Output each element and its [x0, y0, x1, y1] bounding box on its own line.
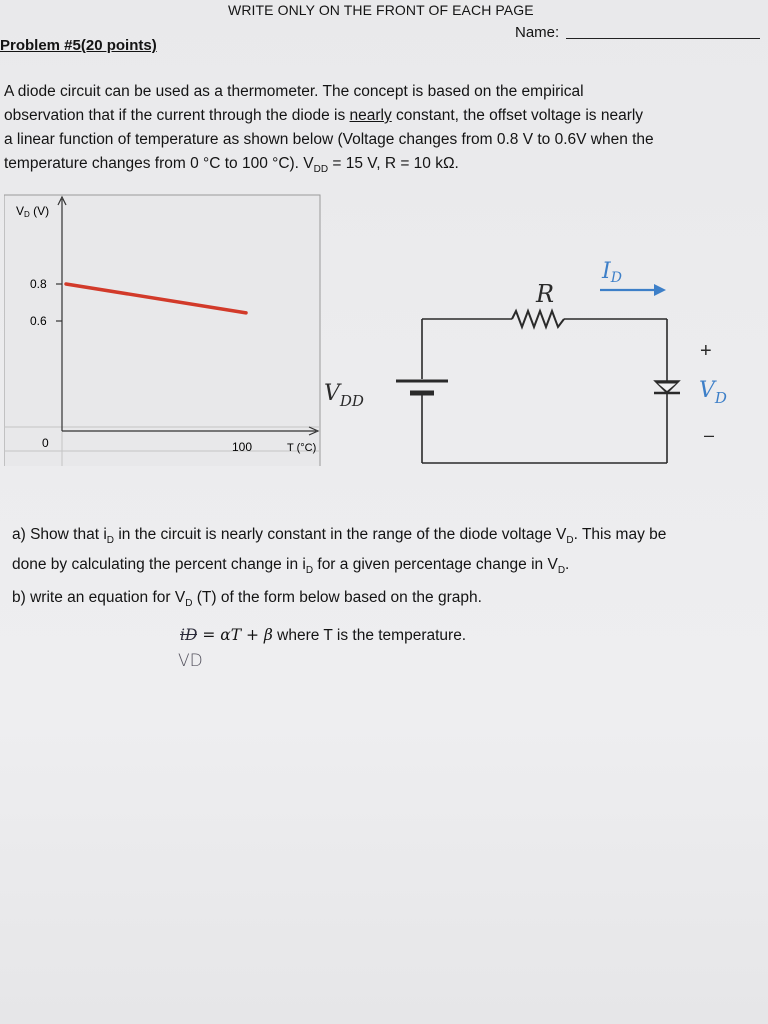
- x-axis-label: T (°C): [287, 442, 317, 454]
- page-instruction: WRITE ONLY ON THE FRONT OF EACH PAGE: [228, 2, 534, 18]
- name-label: Name:: [515, 24, 560, 41]
- resistor-label: R: [536, 280, 555, 308]
- intro-line-4: temperature changes from 0 °C to 100 °C). $V_{DD} = 15$ V, R = 10 kΩ.: [4, 155, 459, 176]
- equation-body: = αT + β: [197, 626, 273, 644]
- current-arrowhead: [654, 284, 666, 296]
- intro-line-1: A diode circuit can be used as a thermometer. The concept is based on the empirical: [4, 83, 584, 100]
- y-axis-label: VD (V): [16, 204, 50, 219]
- intro-line-2: observation that if the current through the diode is nearly constant, the offset voltage is nearly: [4, 107, 644, 124]
- x-tick-label-100: 100: [232, 440, 253, 454]
- problem-title: Problem #5(20 points): [0, 37, 157, 54]
- x-tick-label-0: 0: [42, 436, 49, 450]
- diode-circuit: [322, 245, 752, 475]
- source-label: $V_{DD}$: [324, 381, 364, 410]
- equation-tail: where T is the temperature.: [272, 627, 467, 644]
- equation: [180, 626, 466, 645]
- equation-lhs: iD: [180, 626, 198, 644]
- problem-statement: [4, 80, 764, 182]
- intro-line-3: a linear function of temperature as shown below (Voltage changes from 0.8 V to 0.6V when the: [4, 131, 654, 148]
- vd-vs-temperature-plot: [4, 191, 324, 466]
- name-field-line: [566, 38, 760, 39]
- diode-symbol: [654, 381, 680, 393]
- current-label: ID: [602, 259, 622, 286]
- plus-sign: +: [700, 340, 712, 362]
- diode-voltage-label: $V_D$: [699, 378, 727, 407]
- question-a: a) Show that $i_D$ in the circuit is nearly constant in the range of the diode voltage $V_D$. This may be done by calculating the percent change in $i_D$ for a given percentage change in $V_D$.: [12, 526, 667, 577]
- resistor-symbol: [512, 311, 564, 327]
- question-b: b) write an equation for $V_D$ (T) of the form below based on the graph.: [12, 589, 482, 610]
- minus-sign: –: [704, 425, 715, 445]
- y-tick-label-0.8: 0.8: [30, 277, 47, 291]
- handwritten-note: VD: [178, 651, 203, 671]
- y-tick-label-0.6: 0.6: [30, 314, 47, 328]
